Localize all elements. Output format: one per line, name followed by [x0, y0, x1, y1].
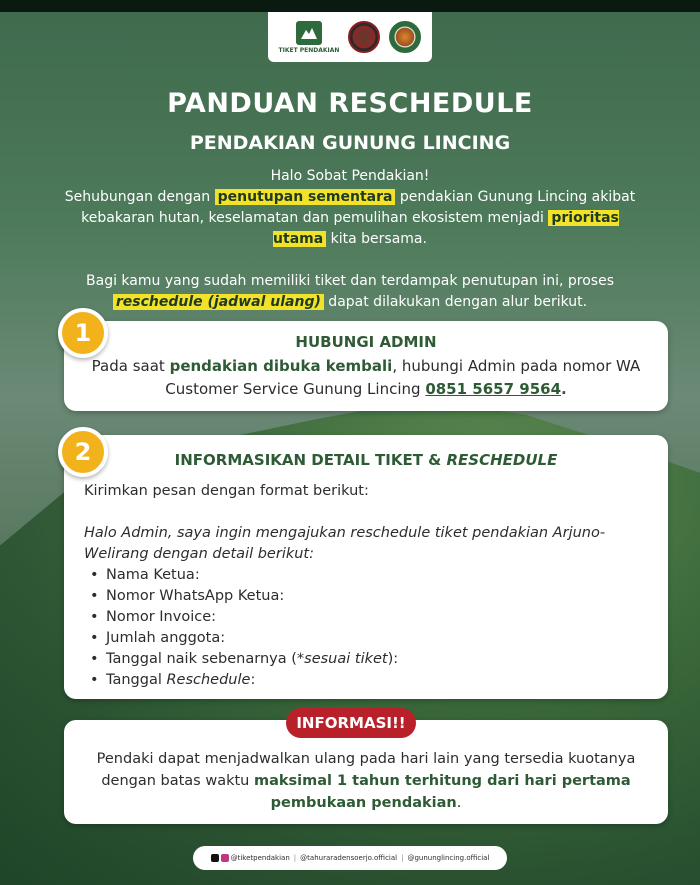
info-text-a: Pendaki dapat menjadwalkan ulang pada hari lain yang tersedia kuotanya dengan batas waktu	[96, 751, 636, 789]
greeting: Halo Sobat Pendakian!	[270, 168, 430, 184]
list-item: • Nomor Invoice:	[84, 607, 654, 628]
step-1-badge: 1	[58, 308, 108, 358]
tiket-pendakian-logo-text: TIKET PENDAKIAN	[278, 46, 340, 54]
list-item-5-a: Tanggal naik sebenarnya (	[106, 651, 297, 667]
list-item: • Nomor WhatsApp Ketua:	[84, 586, 654, 607]
list-item	[84, 670, 654, 691]
step-2-message: Halo Admin, saya ingin mengajukan reschedule tiket pendakian Arjuno-Welirang dengan detail berikut:	[84, 525, 606, 562]
tahura-logo-icon	[348, 21, 380, 53]
step-2-title-b: RESCHEDULE	[446, 451, 558, 469]
list-item-6-italic: Reschedule	[166, 672, 251, 688]
tiket-pendakian-logo	[279, 21, 340, 54]
step-1-text-a: Pada saat	[91, 357, 170, 375]
info-text-bold: maksimal 1 tahun terhitung dari hari pertama pembukaan pendakian	[253, 773, 631, 811]
info-text-b: .	[456, 795, 462, 811]
info-text	[76, 748, 656, 814]
step-2-body	[84, 481, 654, 691]
list-item-5-italic: *sesuai tiket	[296, 651, 388, 667]
tiktok-icon[interactable]	[211, 854, 219, 862]
intro-p1-b: pendakian Gunung Lincing akibat kebakaran hutan, keselamatan dan pemulihan ekosistem menjadi	[81, 189, 636, 226]
detail-list	[84, 565, 654, 691]
step-2-title	[64, 451, 668, 469]
handle-gununglincing[interactable]: @gununglincing.official	[407, 854, 490, 862]
list-item: • Nama Ketua:	[84, 565, 654, 586]
phone-number-link[interactable]: 0851 5657 9564	[425, 380, 562, 398]
logo-box	[268, 12, 432, 62]
handle-tiketpendakian[interactable]: @tiketpendakian	[230, 854, 290, 862]
list-item	[84, 649, 654, 670]
gunung-lincing-logo-icon	[389, 21, 421, 53]
step-2-intro: Kirimkan pesan dengan format berikut:	[84, 483, 369, 499]
page-subtitle: PENDAKIAN GUNUNG LINCING	[189, 132, 511, 154]
list-item-6-end: :	[250, 672, 256, 688]
step-1-text-bold: pendakian dibuka kembali	[169, 357, 393, 375]
top-bar	[0, 0, 700, 12]
intro-text	[60, 166, 640, 313]
step-1-text	[76, 355, 656, 401]
page-title: PANDUAN RESCHEDULE	[167, 88, 533, 119]
intro-p2-b: dapat dilakukan dengan alur berikut.	[323, 294, 588, 310]
list-item-6-a: Tanggal	[106, 672, 167, 688]
intro-p1-a: Sehubungan dengan	[64, 189, 215, 205]
step-2-title-a: INFORMASIKAN DETAIL TIKET &	[174, 451, 447, 469]
highlight-penutupan: penutupan sementara	[215, 189, 396, 205]
instagram-icon[interactable]	[221, 854, 229, 862]
step-1-card	[64, 321, 668, 411]
step-2-card	[64, 435, 668, 699]
highlight-prioritas: prioritas utama	[273, 210, 619, 247]
intro-p1-c: kita bersama.	[326, 231, 427, 247]
step-1-text-b: , hubungi Admin pada nomor WA Customer Service Gunung Lincing	[165, 357, 641, 398]
mountain-logo-icon	[296, 21, 322, 45]
step-1-text-c: .	[561, 380, 567, 398]
intro-paragraph-1	[60, 166, 640, 250]
list-item-5-end: ):	[387, 651, 399, 667]
separator: |	[293, 854, 297, 862]
list-item: • Jumlah anggota:	[84, 628, 654, 649]
handle-tahura[interactable]: @tahuraradensoerjo.official	[300, 854, 398, 862]
separator: |	[401, 854, 404, 862]
social-footer	[193, 846, 507, 870]
info-badge: INFORMASI!!	[286, 708, 416, 738]
highlight-reschedule: reschedule (jadwal ulang)	[113, 294, 324, 310]
intro-paragraph-2	[60, 271, 640, 313]
step-2-badge: 2	[58, 427, 108, 477]
intro-p2-a: Bagi kamu yang sudah memiliki tiket dan terdampak penutupan ini, proses	[86, 273, 614, 289]
step-1-title: HUBUNGI ADMIN	[295, 333, 437, 351]
